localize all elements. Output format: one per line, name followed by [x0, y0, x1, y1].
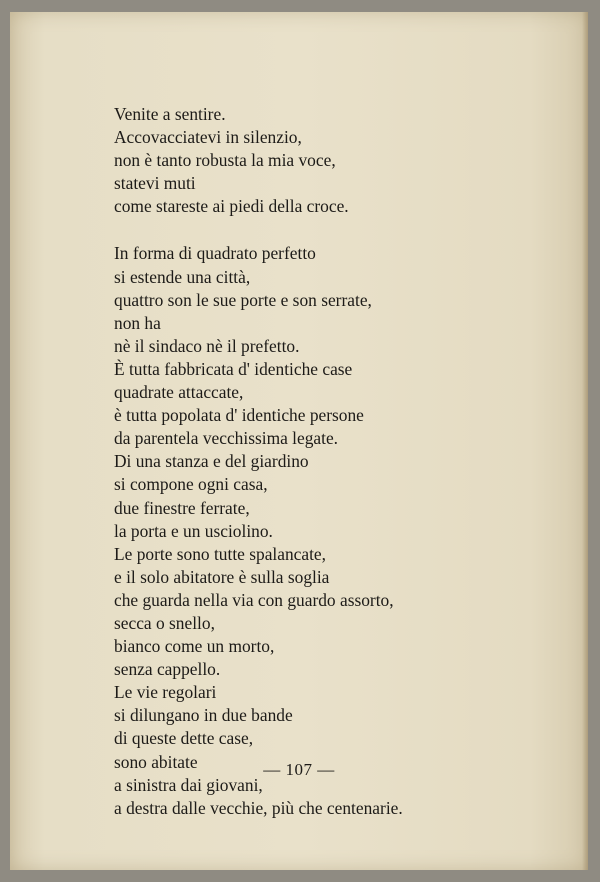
poem-line: due finestre ferrate, — [114, 497, 250, 518]
poem-line: È tutta fabbricata d' identiche case — [114, 358, 353, 379]
poem-line: In forma di quadrato perfetto — [114, 243, 316, 264]
poem-line: sono abitate — [114, 751, 198, 772]
poem-line: la porta e un usciolino. — [114, 520, 273, 541]
poem-line: quadrate attaccate, — [114, 382, 244, 403]
poem-line: Di una stanza e del giardino — [114, 451, 309, 472]
poem-line: si compone ogni casa, — [114, 474, 268, 495]
poem-line: a destra dalle vecchie, più che centenarie. — [114, 797, 403, 818]
poem-line: non ha — [114, 312, 161, 333]
poem-line: non è tanto robusta la mia voce, — [114, 150, 336, 171]
poem-line: da parentela vecchissima legate. — [114, 428, 339, 449]
poem-line: secca o snello, — [114, 612, 215, 633]
poem-line: di queste dette case, — [114, 728, 254, 749]
poem-line: quattro son le sue porte e son serrate, — [114, 289, 372, 310]
page-number: — 107 — — [263, 760, 335, 779]
poem-line: Venite a sentire. — [114, 104, 226, 124]
poem-line: si dilungano in due bande — [114, 705, 293, 726]
poem-line: e il solo abitatore è sulla soglia — [114, 566, 330, 587]
poem-line: Accovacciatevi in silenzio, — [114, 127, 302, 148]
poem-line: Le porte sono tutte spalancate, — [114, 543, 326, 564]
stanza-1 — [114, 103, 574, 218]
poem-line: Le vie regolari — [114, 682, 217, 703]
poem-line: è tutta popolata d' identiche persone — [114, 405, 364, 426]
poem-text — [114, 103, 574, 820]
book-page — [10, 12, 588, 870]
poem-line: si estende una città, — [114, 266, 251, 287]
poem-line: bianco come un morto, — [114, 636, 275, 657]
page-edge-shadow — [582, 12, 588, 870]
stanza-break — [114, 218, 574, 242]
stanza-2 — [114, 242, 574, 819]
poem-line: nè il sindaco nè il prefetto. — [114, 335, 300, 356]
poem-line: statevi muti — [114, 173, 196, 194]
poem-line: che guarda nella via con guardo assorto, — [114, 589, 394, 610]
poem-line: senza cappello. — [114, 659, 221, 680]
poem-line: come stareste ai piedi della croce. — [114, 196, 349, 217]
poem-line: a sinistra dai giovani, — [114, 774, 263, 795]
